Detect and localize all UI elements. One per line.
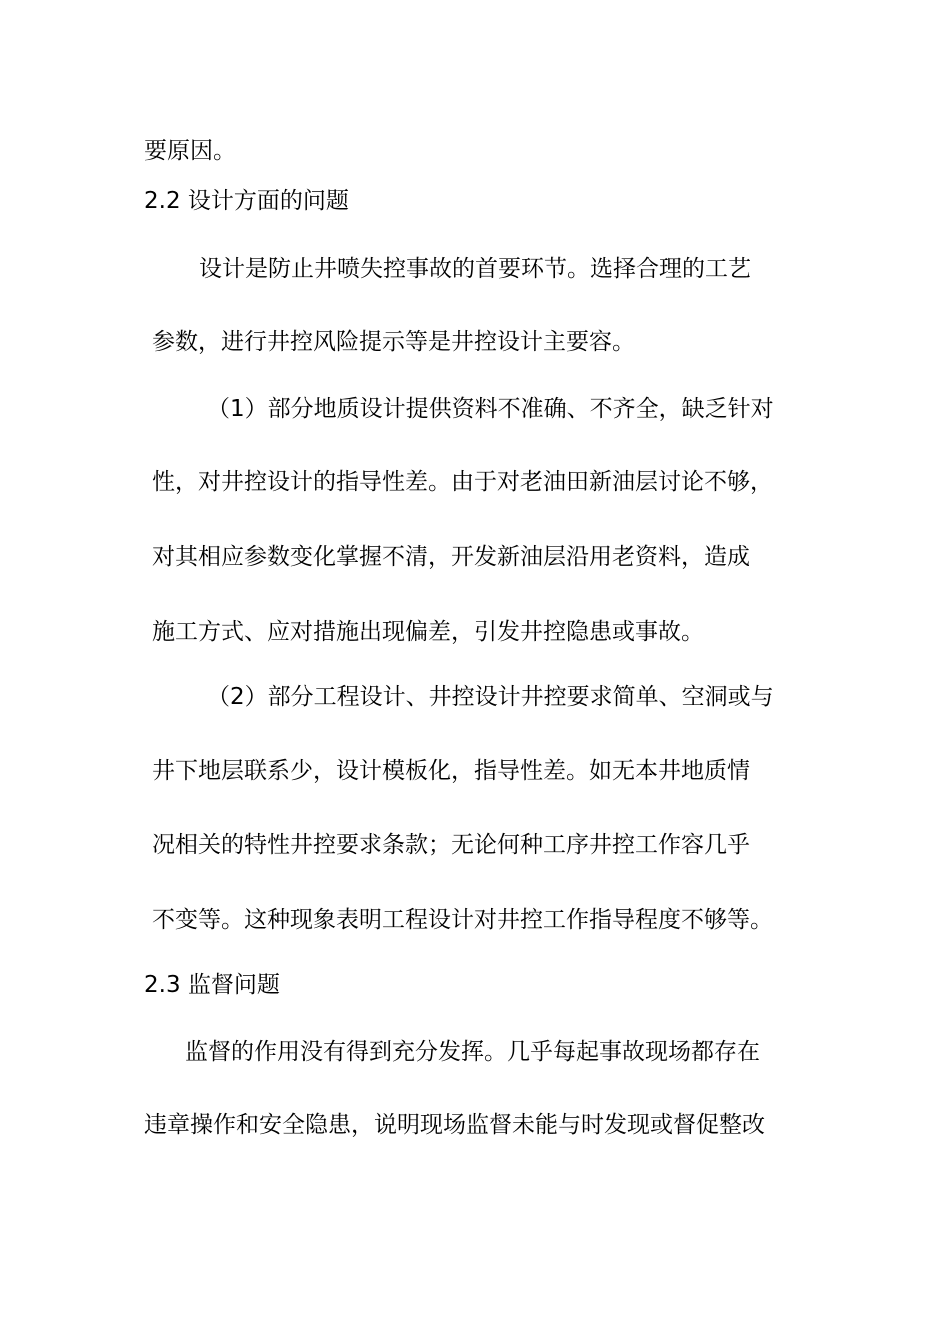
paragraph-line: 设计是防止井喷失控事故的首要环节。选择合理的工艺	[199, 256, 751, 282]
list-item-2-line: 井下地层联系少，设计模板化，指导性差。如无本井地质情	[152, 758, 750, 784]
list-item-1-line: 性，对井控设计的指导性差。由于对老油田新油层讨论不够，	[152, 469, 773, 495]
text-line-continuation: 要原因。	[144, 138, 236, 164]
list-item-1-line: （1）部分地质设计提供资料不准确、不齐全，缺乏针对	[207, 396, 774, 422]
paragraph-line: 参数，进行井控风险提示等是井控设计主要容。	[152, 329, 635, 355]
paragraph-line: 监督的作用没有得到充分发挥。几乎每起事故现场都存在	[185, 1039, 760, 1065]
list-item-1-line: 施工方式、应对措施出现偏差，引发井控隐患或事故。	[152, 619, 704, 645]
section-heading-2-3: 2.3 监督问题	[144, 972, 280, 998]
paragraph-line: 违章操作和安全隐患，说明现场监督未能与时发现或督促整改	[144, 1112, 765, 1138]
list-item-2-line: （2）部分工程设计、井控设计井控要求简单、空洞或与	[207, 684, 774, 710]
list-item-1-line: 对其相应参数变化掌握不清，开发新油层沿用老资料，造成	[152, 544, 750, 570]
list-item-2-line: 况相关的特性井控要求条款；无论何种工序井控工作容几乎	[152, 832, 750, 858]
list-item-2-line: 不变等。这种现象表明工程设计对井控工作指导程度不够等。	[152, 907, 773, 933]
section-heading-2-2: 2.2 设计方面的问题	[144, 188, 349, 214]
